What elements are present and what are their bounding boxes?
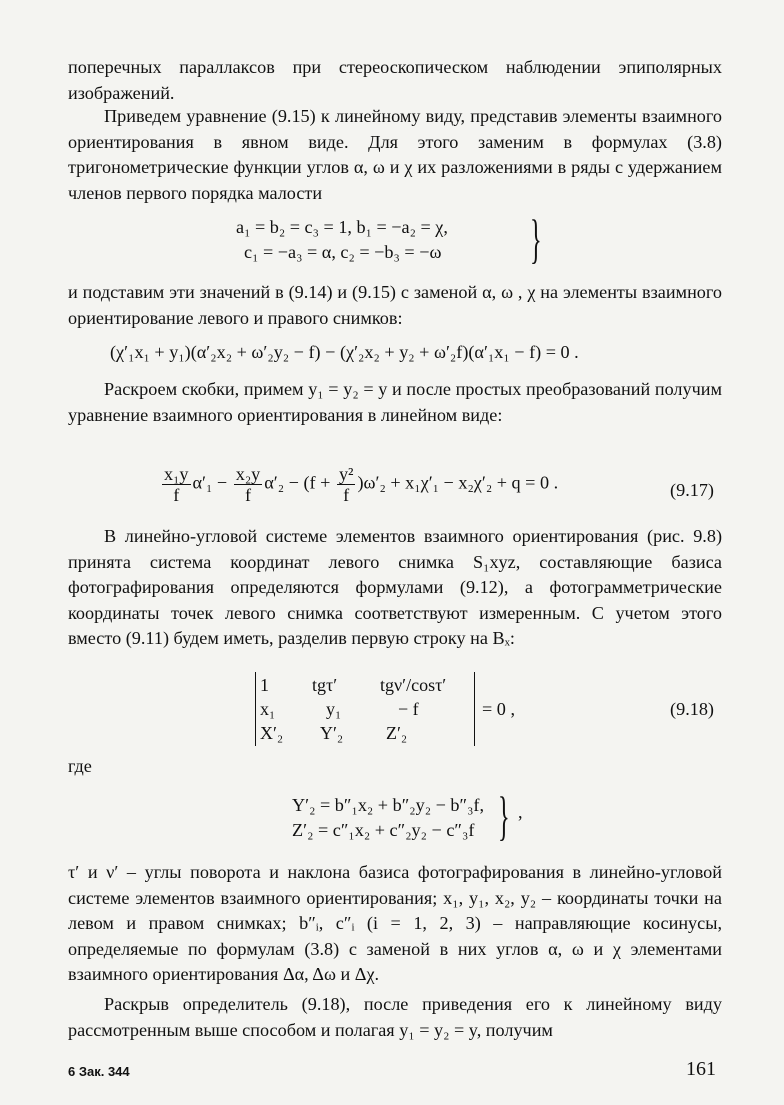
paragraph-7-text: τ′ и ν′ – углы поворота и наклона базиса фотографирования в линейно-угловой системе элементов взаимного ориентирования; x₁, y₁, x₂, y₂ – координаты точки на левом и правом снимках; b″ᵢ, c″ᵢ (i = 1, 2, 3) – направляющие косинусы, определяемые по формулам (3.8) с заменой в них углов α, ω и χ элементами взаимного ориентирования Δα, Δω и Δχ. xyxy=(68,862,722,985)
paragraph-2 xyxy=(68,104,722,206)
fraction-1 xyxy=(162,464,191,505)
equation-number-9-18: (9.18) xyxy=(670,699,714,719)
paragraph-6 xyxy=(68,754,722,780)
equation-coplanarity: (χ′₁x₁ + y₁)(α′₂x₂ + ω′₂y₂ − f) − (χ′₂x₂ + y₂ + ω′₂f)(α′₁x₁ − f) = 0 . xyxy=(110,342,579,362)
equation-coords-line-2: Z′₂ = c″₁x₂ + c″₂y₂ − c″₃f xyxy=(292,820,475,840)
equation-coords-comma: , xyxy=(518,802,523,822)
page-number: 161 xyxy=(686,1058,716,1080)
paragraph-4-text: Раскроем скобки, примем y₁ = y₂ = y и после простых преобразований получим уравнение взаимного ориентирования в линейном виде: xyxy=(68,379,722,425)
det-r3c3: Z′₂ xyxy=(386,723,408,743)
fraction-2-denominator: f xyxy=(244,485,252,505)
right-brace-2: } xyxy=(498,786,510,846)
right-brace: } xyxy=(530,209,542,269)
fraction-2 xyxy=(234,464,263,505)
equation-series-line-2: c₁ = −a₃ = α, c₂ = −b₃ = −ω xyxy=(244,242,442,262)
paragraph-8 xyxy=(68,992,722,1043)
paragraph-7 xyxy=(68,860,722,988)
equation-coords-line-1: Y′₂ = b″₁x₂ + b″₂y₂ − b″₃f, xyxy=(292,795,485,815)
det-r2c1: x₁ xyxy=(260,699,276,719)
paragraph-5-text: В линейно-угловой системе элементов взаимного ориентирования (рис. 9.8) принята система координат левого снимка S₁xyz, составляющие базиса фотографирования определяются формулами (9.12), а фотограмметрические координаты точек левого снимка соответствуют измеренным. С учетом этого вместо (9.11) будем иметь, разделив первую строку на Bₓ: xyxy=(68,526,722,649)
det-r2c3: − f xyxy=(398,699,419,719)
equation-9-17 xyxy=(160,464,558,505)
paragraph-3 xyxy=(68,280,722,331)
fraction-1-denominator: f xyxy=(173,485,180,505)
paragraph-2-text: Приведем уравнение (9.15) к линейному виду, представив элементы взаимного ориентирования в явном виде. Для этого заменим в формулах (3.8) тригонометрические функции углов α, ω и χ их разложениями в ряды с удержанием членов первого порядка малости xyxy=(68,106,722,203)
det-r1c3: tgν′/cosτ′ xyxy=(380,675,447,695)
det-r1c2: tgτ′ xyxy=(312,675,338,695)
paragraph-3-text: и подставим эти значений в (9.14) и (9.15) с заменой α, ω , χ на элементы взаимного ориентирование левого и правого снимков: xyxy=(68,282,722,328)
det-r2c2: y₁ xyxy=(326,699,342,719)
paragraph-5 xyxy=(68,524,722,652)
printer-signature: 6 Зак. 344 xyxy=(68,1064,130,1079)
fraction-2-numerator: x₂y xyxy=(235,464,261,484)
paragraph-4 xyxy=(68,377,722,428)
fraction-1-numerator: x₁y xyxy=(164,464,189,484)
equation-9-17-term-2: α′₂ − (f + xyxy=(264,472,331,493)
equation-9-17-term-1: α′₁ − xyxy=(192,472,228,493)
equation-9-17-term-3: )ω′₂ + x₁χ′₁ − x₂χ′₂ + q = 0 . xyxy=(357,472,559,493)
det-r3c1: X′₂ xyxy=(260,723,284,743)
paragraph-6-text: где xyxy=(68,756,92,776)
determinant-9-18 xyxy=(255,672,475,746)
fraction-3-denominator: f xyxy=(343,485,350,505)
determinant-equals: = 0 , xyxy=(482,699,515,719)
equation-series-line-1: a₁ = b₂ = c₃ = 1, b₁ = −a₂ = χ, xyxy=(236,217,448,237)
paragraph-1 xyxy=(68,55,722,106)
fraction-3 xyxy=(337,464,356,505)
paragraph-8-text: Раскрыв определитель (9.18), после приведения его к линейному виду рассмотренным выше способом и полагая y₁ = y₂ = y, получим xyxy=(68,994,722,1040)
det-r3c2: Y′₂ xyxy=(320,723,344,743)
det-r1c1: 1 xyxy=(260,675,269,695)
equation-number-9-17: (9.17) xyxy=(670,480,714,500)
paragraph-1-text: поперечных параллаксов при стереоскопическом наблюдении эпиполярных изображений. xyxy=(68,57,722,103)
fraction-3-numerator: y² xyxy=(338,464,354,484)
